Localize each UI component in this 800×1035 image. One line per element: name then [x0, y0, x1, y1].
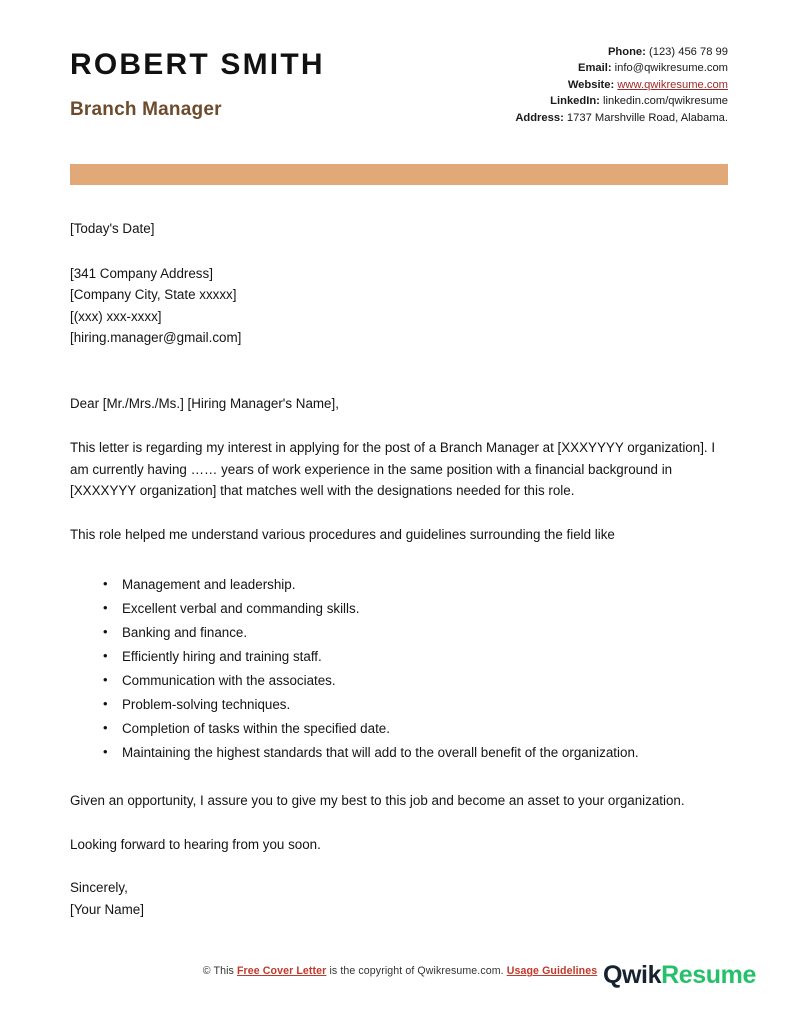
contact-row-website — [515, 77, 728, 93]
usage-guidelines-link[interactable]: Usage Guidelines — [506, 965, 598, 977]
contact-details-block — [515, 40, 728, 126]
contact-label-phone: Phone: — [607, 46, 646, 58]
list-item: • Excellent verbal and commanding skills. — [70, 597, 728, 620]
header-identity — [70, 40, 325, 121]
contact-label-address: Address: — [515, 111, 564, 124]
skills-list — [70, 573, 728, 764]
recipient-address-block — [70, 263, 728, 349]
signoff-name: [Your Name] — [70, 901, 144, 917]
list-item: • Efficiently hiring and training staff. — [70, 645, 728, 668]
contact-value-email: info@qwikresume.com — [614, 62, 728, 75]
contact-label-linkedin: LinkedIn: — [550, 95, 600, 108]
letter-header — [0, 0, 800, 126]
letter-paragraph-4: Looking forward to hearing from you soon. — [70, 836, 321, 852]
letter-signoff — [70, 877, 728, 920]
free-cover-letter-link[interactable]: Free Cover Letter — [236, 965, 327, 977]
contact-value-phone: (123) 456 78 99 — [649, 46, 728, 58]
contact-row-address — [515, 110, 728, 126]
list-item: • Maintaining the highest standards that will add to the overall benefit of the organization. — [70, 741, 728, 764]
contact-value-linkedin: linkedin.com/qwikresume — [603, 95, 728, 108]
contact-row-email — [515, 60, 728, 76]
contact-label-email: Email: — [577, 62, 612, 75]
letter-date: [Today's Date] — [70, 221, 155, 236]
logo-text-resume: Resume — [661, 961, 756, 989]
contact-value-address: 1737 Marshville Road, Alabama. — [566, 111, 728, 124]
recipient-line-phone: [(xxx) xxx-xxxx] — [70, 308, 162, 324]
candidate-job-title: Branch Manager — [70, 99, 222, 120]
qwikresume-logo[interactable] — [603, 961, 756, 990]
list-item: • Communication with the associates. — [70, 669, 728, 692]
contact-label-website: Website: — [567, 78, 615, 91]
contact-row-phone — [515, 44, 728, 60]
signoff-closing: Sincerely, — [70, 880, 128, 895]
logo-text-qwik: Qwik — [602, 961, 662, 989]
letter-paragraph-3: Given an opportunity, I assure you to give my best to this job and become an asset to your organization. — [70, 793, 685, 808]
letter-paragraph-2: This role helped me understand various procedures and guidelines surrounding the field like — [70, 526, 615, 542]
candidate-name: ROBERT SMITH — [70, 48, 325, 81]
list-item: • Completion of tasks within the specified date. — [70, 717, 728, 740]
header-accent-bar — [70, 164, 728, 185]
list-item: • Management and leadership. — [70, 573, 728, 596]
letter-paragraph-1: This letter is regarding my interest in applying for the post of a Branch Manager at [XXXYYYY organization]. I am currently having …… years of work experience in the same position with a financial background in [XXXXYYY organization] that matches well with the designations needed for this role. — [70, 440, 716, 498]
recipient-line-email: [hiring.manager@gmail.com] — [70, 330, 242, 345]
list-item: • Problem-solving techniques. — [70, 693, 728, 716]
contact-value-website-link[interactable]: www.qwikresume.com — [617, 78, 728, 91]
recipient-line-street: [341 Company Address] — [70, 265, 213, 281]
letter-salutation: Dear [Mr./Mrs./Ms.] [Hiring Manager's Name], — [70, 395, 339, 411]
recipient-line-city: [Company City, State xxxxx] — [70, 287, 237, 302]
footer-text-middle: is the copyright of Qwikresume.com. — [326, 965, 507, 977]
footer-text-prefix: © This — [202, 965, 237, 977]
list-item: • Banking and finance. — [70, 621, 728, 644]
page-footer — [0, 957, 800, 1035]
letter-body — [70, 218, 728, 920]
contact-row-linkedin — [515, 93, 728, 109]
